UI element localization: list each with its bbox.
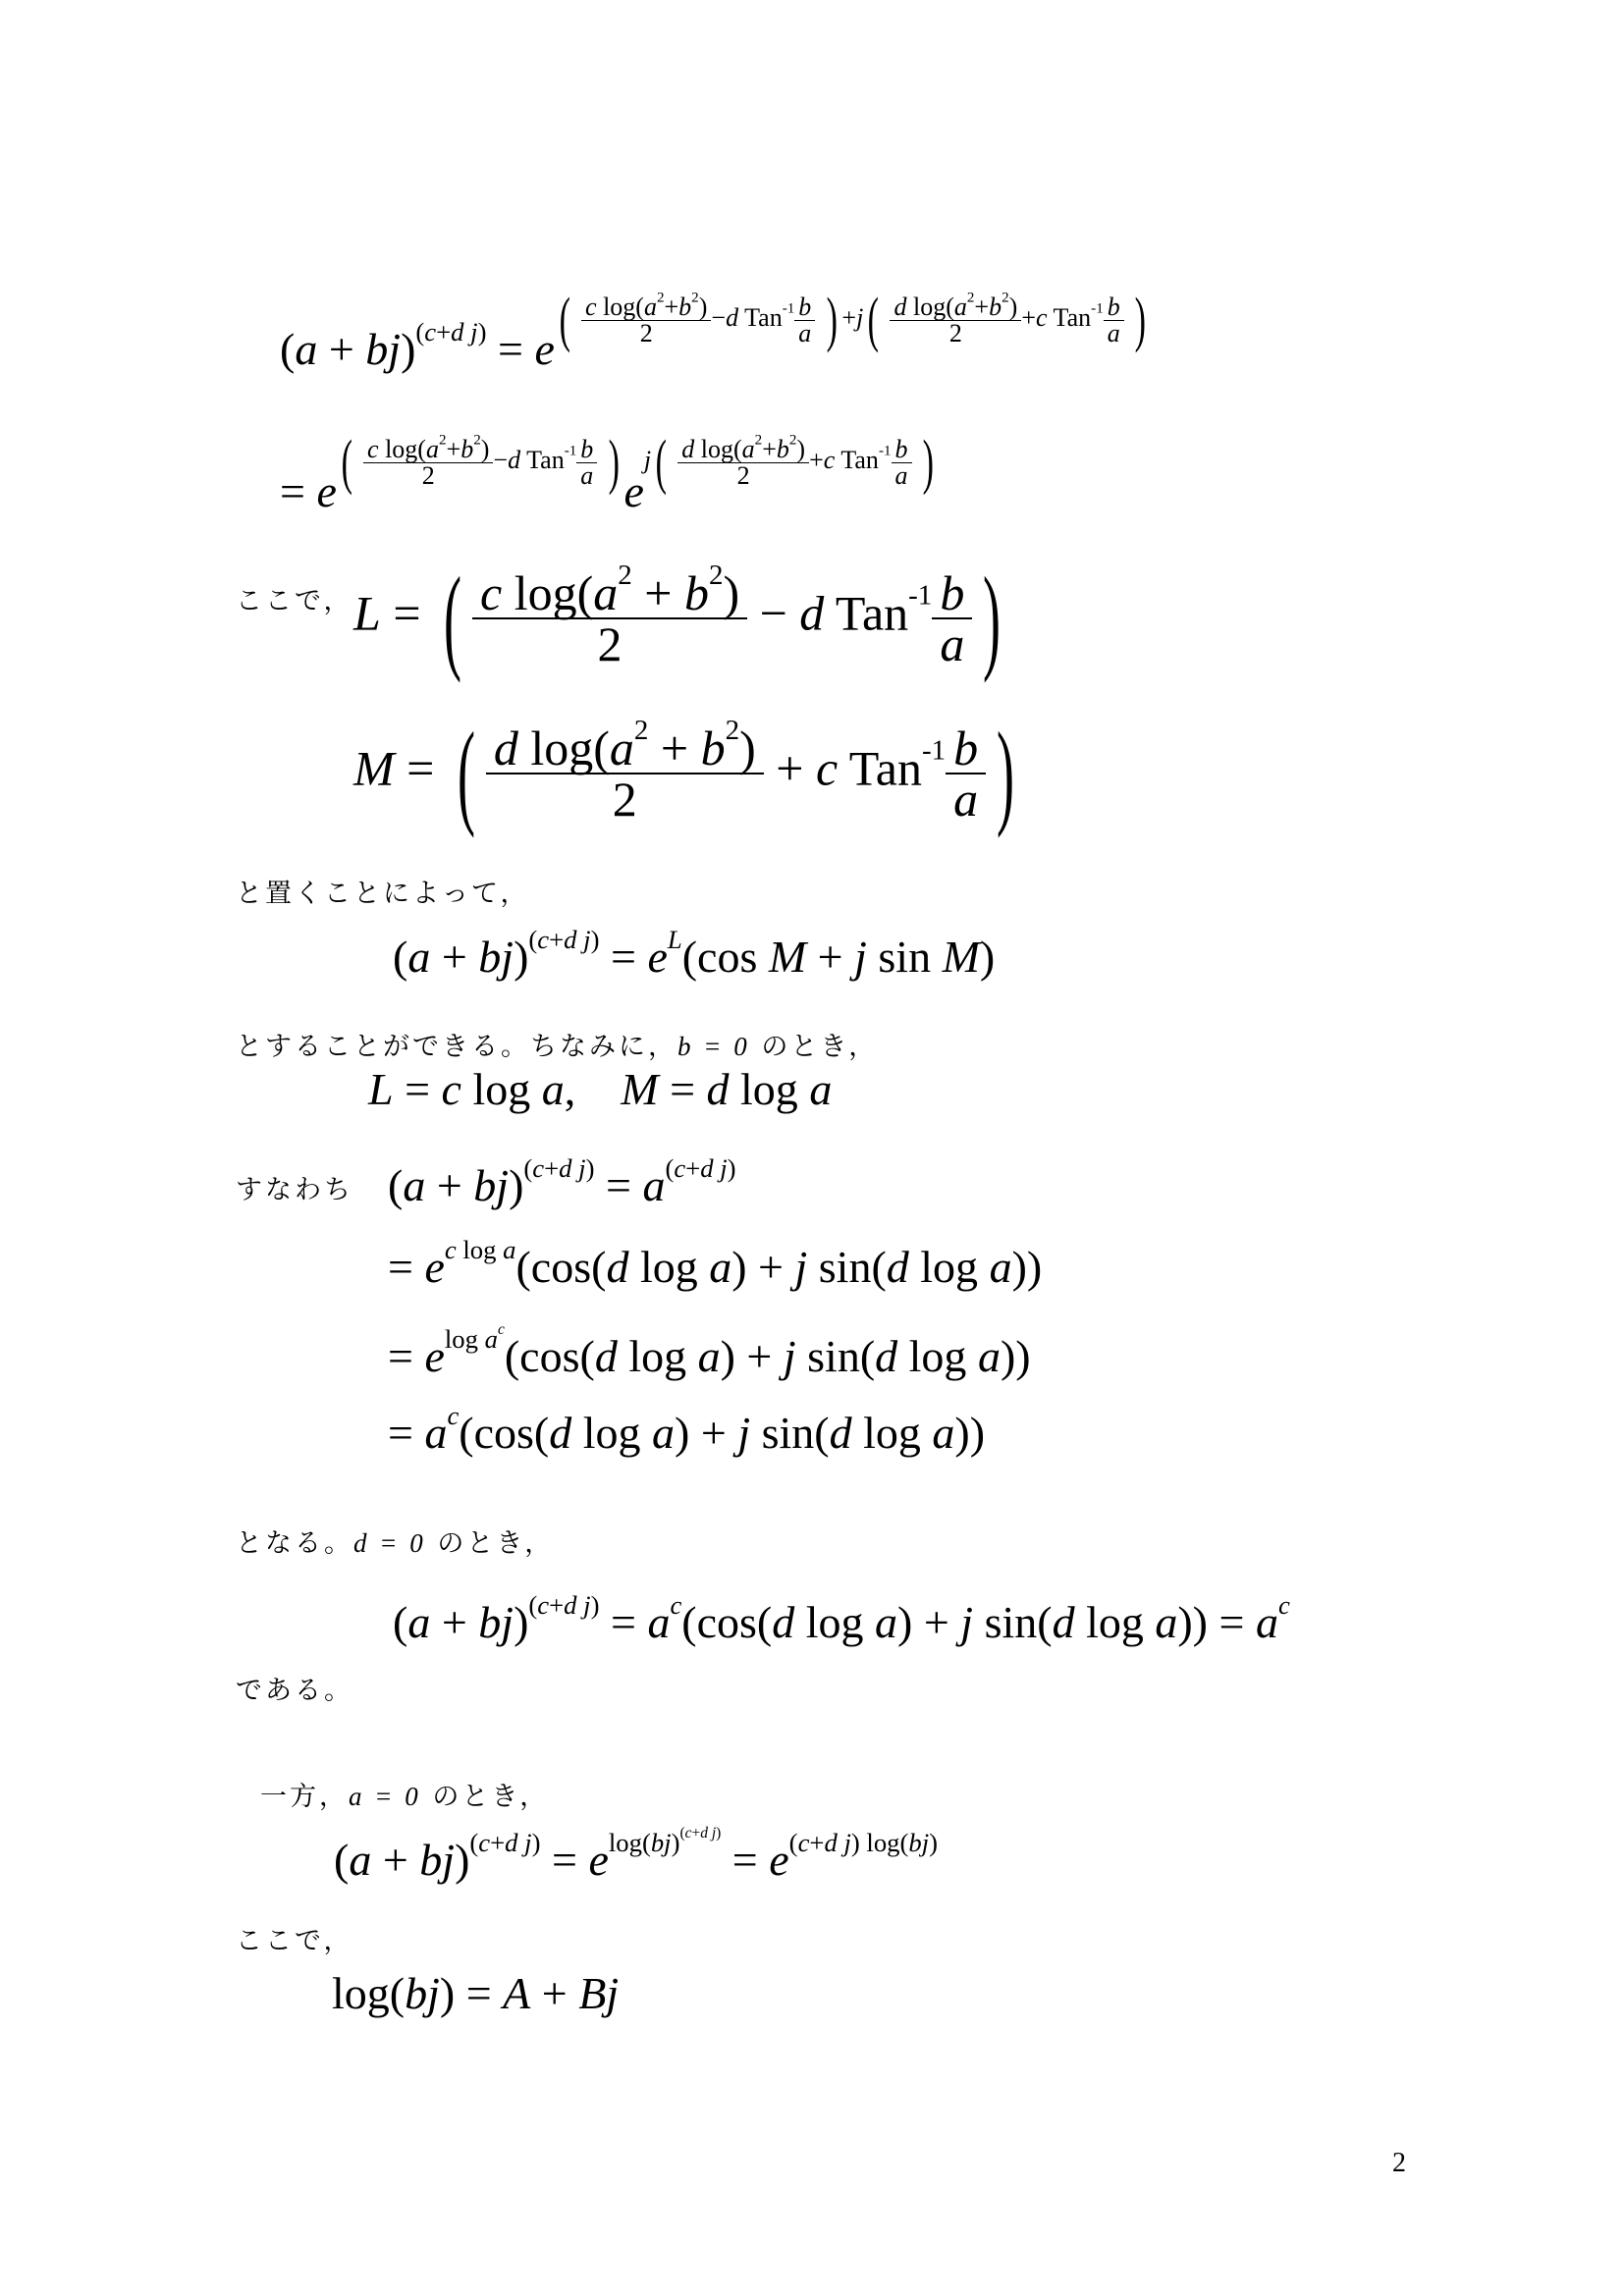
equation-a-zero: $(a + bj)^{(c+d j)} = e^{log(bj)^{(c+d j)}} = e^{(c+d j) log(bj)}$ (334, 1825, 939, 1885)
equation-step-1: $(a + bj)^{(c+d j)} = a^{(c+d j)}$ (388, 1153, 736, 1210)
text-to-oku: と置くことによって， (236, 879, 530, 909)
equation-1: (a + bj)$^{(c+d j)}$ = e( $\frac{c \log(a^2+b^2)}{2}$ −d Tan$^{-1}$ $\frac{b}{a}$ ) +j( $\frac{d \log(a^2+b^2)}{2}$ +c Tan$^{-1}$ $\frac{b}{a}$ ) (280, 287, 1147, 374)
math-d-eq-0: d = 0 (353, 1528, 426, 1558)
text-sunawachi: すなわち (236, 1175, 353, 1205)
math-a-eq-0: a = 0 (349, 1782, 421, 1811)
text-to-naru: となる。d = 0 のとき， (236, 1528, 555, 1559)
text-koko-de-2: ここで， (236, 1926, 353, 1956)
text-suru-koto: とすることができる。ちなみに，b = 0 のとき， (236, 1032, 879, 1062)
equation-step-4: = $a^c(\cos(d$ log a) + j sin(d log a)) (388, 1401, 986, 1458)
equation-step-3: = $e^{log a^c}(\cos(d$ log a) + j sin(d log a)) (388, 1321, 1031, 1381)
equation-L-definition: L = ( $\frac{c \log(a^2 + b^2)}{2}$ − d Tan$^{-1}$ $\frac{b}{a}$ ) (353, 553, 1001, 683)
math-b-eq-0: b = 0 (677, 1032, 750, 1061)
equation-step-2: = $e^{c log a}(\cos(d$ log a) + j sin(d log a)) (388, 1235, 1043, 1292)
text-koko-de-1: ここで， (236, 586, 353, 616)
equation-2: = e( $\frac{c \log(a^2+b^2)}{2}$ −d Tan$^{-1}$ $\frac{b}{a}$ ) ej( $\frac{d \log(a^2+b^2)}{2}$ +c Tan$^{-1}$ $\frac{b}{a}$ ) (280, 429, 935, 516)
equation-L-M-simple: L = c log a, M = d log a (368, 1064, 833, 1114)
page-number: 2 (1392, 2148, 1406, 2178)
text-dearu: である。 (236, 1676, 353, 1706)
equation-log-bj: log(bj) = A + Bj (332, 1968, 620, 2018)
text-ippou: 一方，a = 0 のとき， (260, 1782, 550, 1812)
equation-d-zero: $(a + bj)^{(c+d j)} = a^c(\cos(d$ log a) + j sin(d $\log a)) = a^c$ (393, 1590, 1290, 1647)
equation-polar-form: $(a + bj)^{(c+d j)} = e^L(\cos$ M + j sin M) (393, 925, 996, 982)
equation-M-definition: M = ( $\frac{d \log(a^2 + b^2)}{2}$ + c Tan$^{-1}$ $\frac{b}{a}$ ) (353, 708, 1015, 838)
